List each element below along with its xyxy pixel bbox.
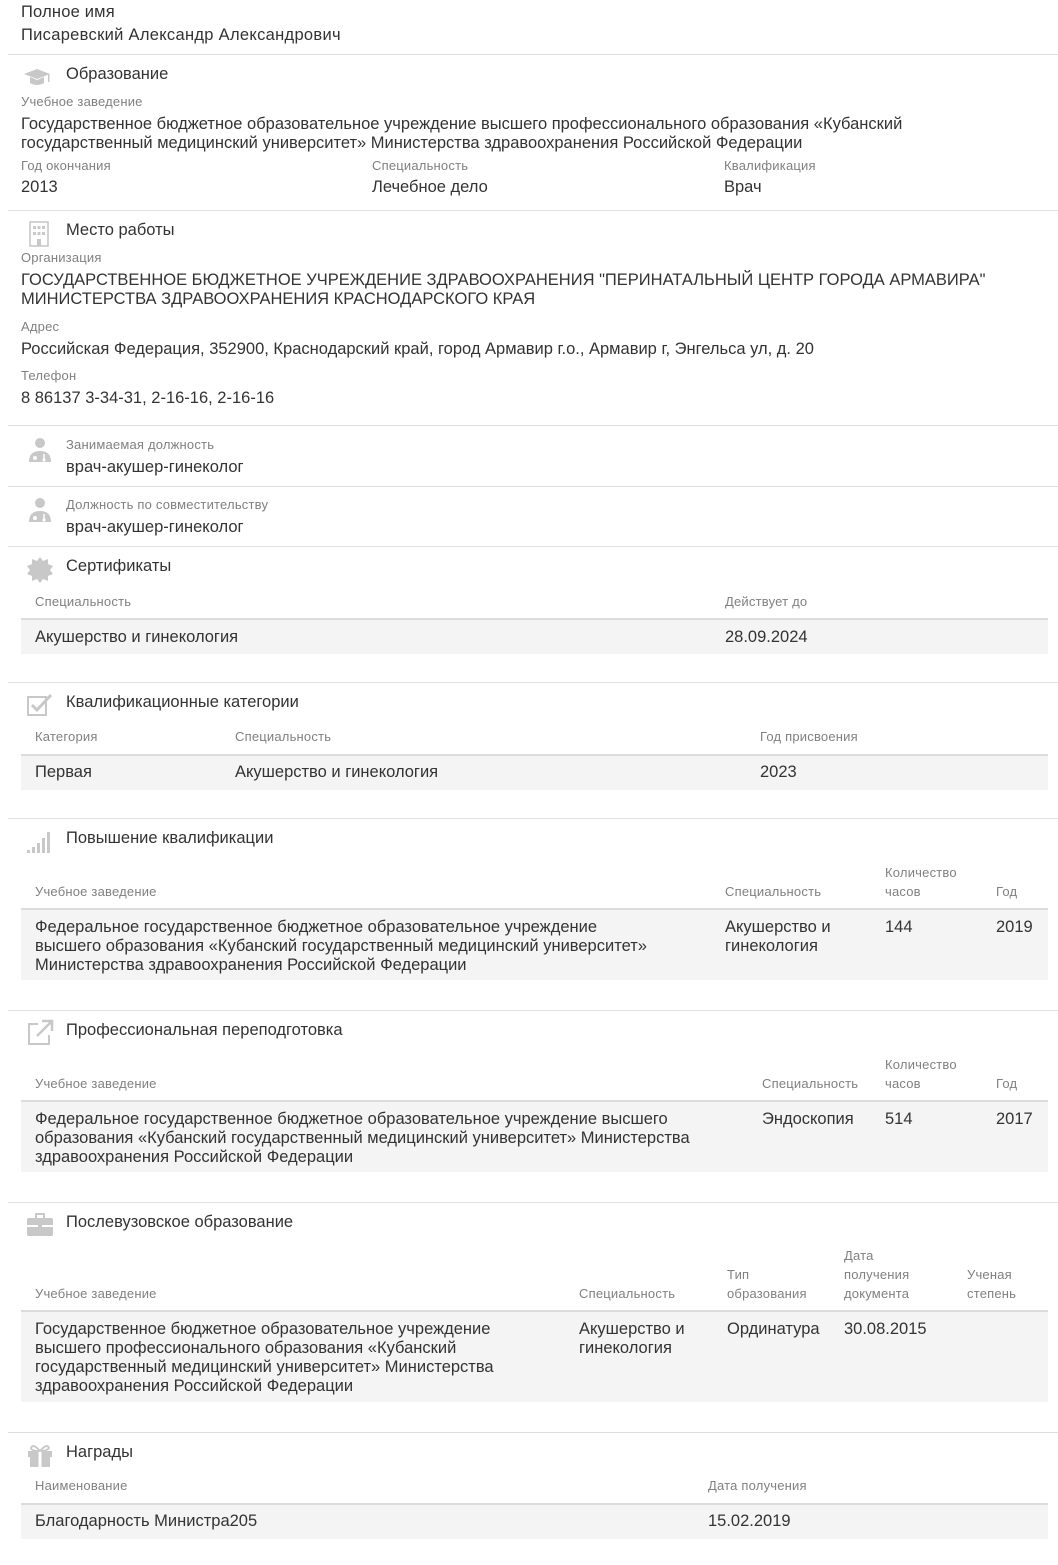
column-header: Специальность: [725, 884, 822, 899]
building-icon: [24, 218, 54, 248]
column-header: Год присвоения: [760, 729, 858, 744]
cell-institution-line1: Федеральное государственное бюджетное образовательное учреждение: [35, 918, 598, 936]
education-institution-line1: Государственное бюджетное образовательное учреждение высшего профессионального образования «Кубанский: [21, 115, 903, 133]
table-row: [21, 910, 1048, 980]
education-year: 2013: [21, 178, 58, 196]
education-institution-line2: государственный медицинский университет» Министерства здравоохранения Российской Федерации: [21, 134, 803, 152]
divider: [8, 425, 1058, 426]
table-row: [21, 1312, 1048, 1402]
column-header: образования: [727, 1286, 807, 1301]
position-value: врач-акушер-гинеколог: [66, 458, 244, 476]
column-header: получения: [844, 1267, 910, 1282]
column-header: Наименование: [35, 1478, 128, 1493]
column-header: Специальность: [579, 1286, 676, 1301]
cell-specialty-line1: Акушерство и: [725, 918, 831, 936]
divider: [8, 486, 1058, 487]
cell-specialty-line2: гинекология: [579, 1339, 672, 1357]
column-header: часов: [885, 1076, 921, 1091]
position-label: Занимаемая должность: [66, 437, 215, 452]
table-row: [21, 620, 1048, 654]
briefcase-icon: [25, 1210, 55, 1240]
cell-institution-line2: образования «Кубанский государственный медицинский университет» Министерства: [35, 1129, 690, 1147]
column-header: степень: [967, 1286, 1017, 1301]
divider: [8, 1432, 1058, 1433]
workplace-org-label: Организация: [21, 250, 102, 265]
cell-institution-line2: высшего профессионального образования «Кубанский: [35, 1339, 457, 1357]
qual-categories-title: Квалификационные категории: [66, 693, 299, 711]
certificates-title: Сертификаты: [66, 557, 172, 575]
cell-hours: 144: [885, 918, 913, 936]
cell-award-name: Благодарность Министра205: [35, 1512, 258, 1530]
cell-institution-line2: высшего образования «Кубанский государственный медицинский университет»: [35, 937, 647, 955]
cell-institution-line4: здравоохранения Российской Федерации: [35, 1377, 354, 1395]
doctor-icon: [26, 435, 56, 465]
advanced-training-table-header: [21, 860, 1048, 910]
graduation-cap-icon: [22, 62, 52, 92]
column-header: Год: [996, 884, 1018, 899]
column-header: Тип: [727, 1267, 750, 1282]
column-header: Количество: [885, 865, 957, 880]
retraining-title: Профессиональная переподготовка: [66, 1021, 343, 1039]
workplace-org-line2: МИНИСТЕРСТВА ЗДРАВООХРАНЕНИЯ КРАСНОДАРСКОГО КРАЯ: [21, 290, 536, 308]
cell-institution-line3: Министерства здравоохранения Российской Федерации: [35, 956, 467, 974]
column-header: Учебное заведение: [35, 884, 157, 899]
column-header: часов: [885, 884, 921, 899]
divider: [8, 1202, 1058, 1203]
cell-category: Первая: [35, 763, 92, 781]
advanced-training-title: Повышение квалификации: [66, 829, 274, 847]
education-title: Образование: [66, 65, 169, 83]
divider: [8, 54, 1058, 55]
workplace-phone: 8 86137 3-34-31, 2-16-16, 2-16-16: [21, 389, 275, 407]
divider: [8, 682, 1058, 683]
awards-title: Награды: [66, 1443, 133, 1461]
secondary-position-label: Должность по совместительству: [66, 497, 269, 512]
divider: [8, 818, 1058, 819]
workplace-phone-label: Телефон: [21, 368, 77, 383]
column-header: Специальность: [762, 1076, 859, 1091]
checkbox-icon: [25, 690, 55, 720]
cell-institution-line3: здравоохранения Российской Федерации: [35, 1148, 354, 1166]
cell-hours: 514: [885, 1110, 913, 1128]
education-specialty: Лечебное дело: [372, 178, 488, 196]
column-header: Учебное заведение: [35, 1286, 157, 1301]
divider: [8, 210, 1058, 211]
education-qualification-label: Квалификация: [724, 158, 816, 173]
column-header: Дата получения: [708, 1478, 807, 1493]
awards-table-header: [21, 1474, 1048, 1505]
table-row: [21, 1102, 1048, 1172]
cell-institution-line1: Государственное бюджетное образовательное учреждение: [35, 1320, 491, 1338]
divider: [8, 546, 1058, 547]
table-row: [21, 756, 1048, 790]
workplace-address-label: Адрес: [21, 319, 60, 334]
column-header: Специальность: [35, 594, 132, 609]
cell-year: 2017: [996, 1110, 1033, 1128]
column-header: документа: [844, 1286, 910, 1301]
column-header: Год: [996, 1076, 1018, 1091]
retraining-table-header: [21, 1052, 1048, 1102]
table-row: [21, 1505, 1048, 1539]
cell-valid-until: 28.09.2024: [725, 628, 808, 646]
cell-institution-line1: Федеральное государственное бюджетное образовательное учреждение высшего: [35, 1110, 668, 1128]
cell-specialty: Эндоскопия: [762, 1110, 854, 1128]
cell-institution-line3: государственный медицинский университет» Министерства: [35, 1358, 494, 1376]
workplace-org-line1: ГОСУДАРСТВЕННОЕ БЮДЖЕТНОЕ УЧРЕЖДЕНИЕ ЗДРАВООХРАНЕНИЯ "ПЕРИНАТАЛЬНЫЙ ЦЕНТР ГОРОДА АРМАВИРА": [21, 271, 986, 289]
cell-specialty-line2: гинекология: [725, 937, 818, 955]
full-name-value: Писаревский Александр Александрович: [21, 26, 341, 44]
column-header: Специальность: [235, 729, 332, 744]
column-header: Дата: [844, 1248, 874, 1263]
column-header: Действует до: [725, 594, 808, 609]
column-header: Категория: [35, 729, 98, 744]
full-name-label: Полное имя: [21, 3, 115, 21]
certificate-seal-icon: [25, 555, 55, 585]
workplace-address: Российская Федерация, 352900, Краснодарский край, город Армавир г.о., Армавир г, Энгельса ул, д. 20: [21, 340, 814, 358]
workplace-title: Место работы: [66, 221, 175, 239]
education-specialty-label: Специальность: [372, 158, 469, 173]
cell-specialty: Акушерство и гинекология: [235, 763, 439, 781]
education-qualification: Врач: [724, 178, 762, 196]
cell-award-date: 15.02.2019: [708, 1512, 791, 1530]
signal-bars-icon: [25, 826, 55, 856]
doctor-icon: [26, 495, 56, 525]
qual-categories-table-header: [21, 724, 1048, 756]
column-header: Ученая: [967, 1267, 1012, 1282]
divider: [8, 1010, 1058, 1011]
cell-year: 2019: [996, 918, 1033, 936]
cell-year: 2023: [760, 763, 797, 781]
education-year-label: Год окончания: [21, 158, 111, 173]
education-institution-label: Учебное заведение: [21, 94, 143, 109]
gift-icon: [25, 1440, 55, 1470]
cell-specialty: Акушерство и гинекология: [35, 628, 239, 646]
secondary-position-value: врач-акушер-гинеколог: [66, 518, 244, 536]
postgraduate-title: Послевузовское образование: [66, 1213, 294, 1231]
cell-document-date: 30.08.2015: [844, 1320, 927, 1338]
external-link-icon: [25, 1018, 55, 1048]
cell-specialty-line1: Акушерство и: [579, 1320, 685, 1338]
certificates-table-header: [21, 588, 1048, 620]
column-header: Количество: [885, 1057, 957, 1072]
column-header: Учебное заведение: [35, 1076, 157, 1091]
cell-education-type: Ординатура: [727, 1320, 820, 1338]
postgraduate-table-header: [21, 1244, 1048, 1312]
